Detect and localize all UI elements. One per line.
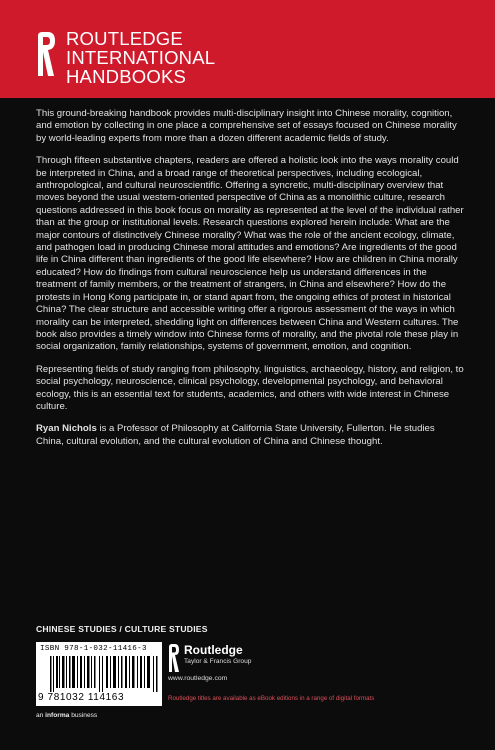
barcode-icon [50,656,158,692]
author-bio-text: is a Professor of Philosophy at California State University, Fullerton. He studies China, cultural evolution, and the cultural evolution of China and Chinese thought. [36,423,435,447]
blurb-paragraph-3: Representing fields of study ranging from philosophy, linguistics, archaeology, history, and religion, to social psychology, neuroscience, clinical psychology, developmental psychology, and behavioral ecology, this is an essential text for students, academics, and others with wide interest in Chinese culture. [36,363,464,412]
informa-business [36,712,97,719]
series-line-1: ROUTLEDGE [66,28,183,49]
informa-suffix: business [69,712,98,719]
isbn-label: ISBN 978-1-032-11416-3 [40,645,147,653]
informa-prefix: an [36,712,46,719]
series-line-2: INTERNATIONAL [66,47,216,68]
isbn-barcode [36,642,162,706]
routledge-r-icon [36,30,56,78]
publisher-name: Routledge [184,643,243,657]
blurb-paragraph-1: This ground-breaking handbook provides multi-disciplinary insight into Chinese morality, cognition, and emotion by collecting in one place a comprehensive set of essays focused on Chinese morality by world-leading experts from more than a dozen different academic fields of study. [36,108,457,144]
publisher-url[interactable]: www.routledge.com [168,675,228,682]
publisher-group: Taylor & Francis Group [184,658,252,665]
author-bio [36,423,464,448]
subject-category: CHINESE STUDIES / CULTURE STUDIES [36,624,208,634]
informa-brand: informa [45,712,70,719]
series-banner [0,0,495,98]
series-line-3: HANDBOOKS [66,66,187,87]
routledge-logo-icon [168,643,180,673]
barcode-digits: 9 781032 114163 [38,692,125,703]
author-name: Ryan Nichols [36,423,97,435]
ebook-note: Routledge titles are available as eBook editions in a range of digital formats [168,695,375,702]
series-title [66,29,215,86]
blurb-paragraph-2: Through fifteen substantive chapters, readers are offered a holistic look into the ways morality could be interpreted in China, and a broad range of theoretical perspectives, including ecological, anthropological, and cultural neuroscientific. Offering a syncretic, multi-disciplinary overview that moves beyond the usual western-oriented perspective of China as a monolithic culture, research questions addressed in this book focus on morality as represented at the level of the individual rather than at the group or institutional levels. Research questions explored herein include: What are the major contours of distinctively Chinese morality? What was the role of the ancient ecology, climate, and pathogen load in producing Chinese moral attitudes and emotions? Are ingredients of the good life in China different than ingredients of the good life elsewhere? How are children in China morally educated? How do findings from cultural neuroscience help us understand differences in the treatment of family members, or the treatment of strangers, in China and elsewhere? How do the protests in Hong Kong participate in, or stand apart from, the ongoing ethics of protest in historical China? The clear structure and accessible writing offer a rigorous assessment of the ways in which morality can be interpreted, shedding light on differences between China and Western cultures. The book also provides a timely window into Chinese forms of morality, and the pivotal role these play in social organization, family relationships, systems of government, emotion, and cognition. [36,155,464,353]
blurb [36,108,464,458]
